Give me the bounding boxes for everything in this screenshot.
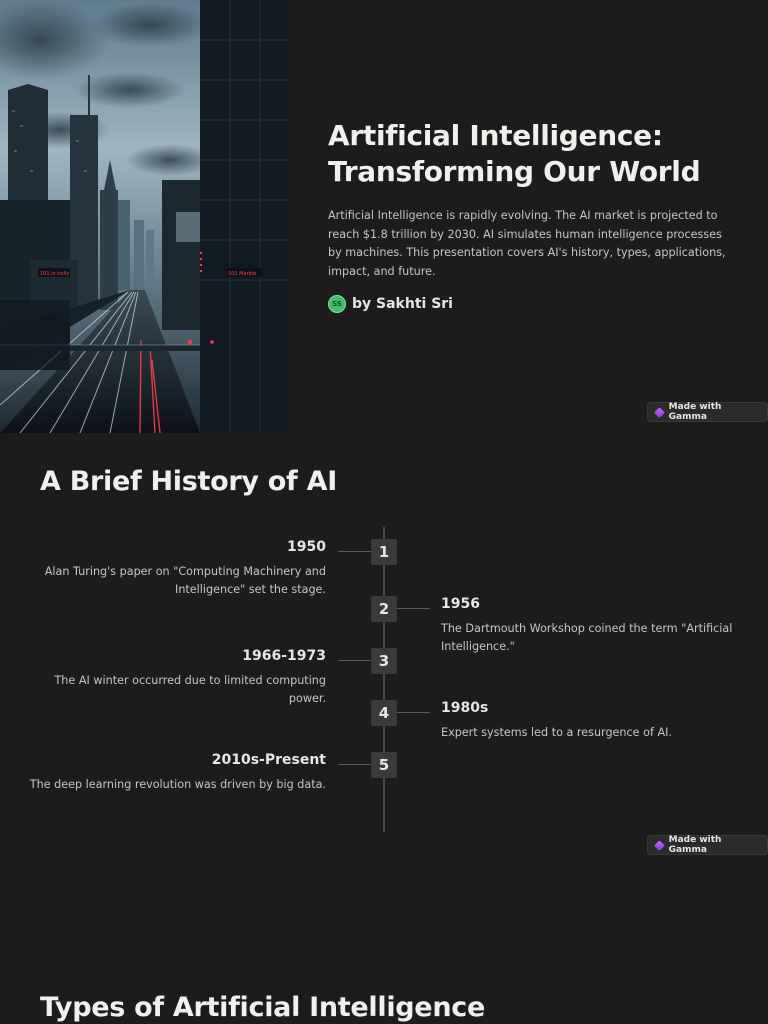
- timeline-connector: [338, 660, 372, 661]
- avatar: SS: [328, 295, 346, 313]
- timeline-year: 1950: [287, 539, 326, 555]
- gamma-logo-icon: [654, 407, 665, 418]
- section-title: Types of Artificial Intelligence: [40, 992, 485, 1023]
- timeline-description: Expert systems led to a resurgence of AI.: [441, 726, 672, 739]
- timeline-year: 2010s-Present: [211, 752, 326, 768]
- title-slide: [0, 0, 768, 433]
- gamma-logo-icon: [654, 840, 665, 851]
- badge-label: Made with Gamma: [668, 402, 722, 422]
- timeline-connector: [338, 764, 372, 765]
- made-with-gamma-badge[interactable]: [647, 835, 768, 855]
- author-byline: [328, 294, 453, 314]
- timeline-description: The AI winter occurred due to limited computing power.: [54, 674, 326, 705]
- neon-sign-right: 101 Marble: [228, 271, 257, 277]
- timeline-step-4: 4: [371, 700, 397, 726]
- timeline-connector: [396, 608, 430, 609]
- slide-description: Artificial Intelligence is rapidly evolving. The AI market is projected to reach $1.8 trillion by 2030. AI simulates human intelligence processes by machines. This presentation covers AI's history, types, applications, impact, and future.: [328, 209, 726, 278]
- neon-sign-left: 101 in holly: [40, 271, 70, 277]
- timeline-step-3: 3: [371, 648, 397, 674]
- section-title: A Brief History of AI: [40, 466, 337, 497]
- badge-label: Made with Gamma: [668, 835, 722, 855]
- made-with-gamma-badge[interactable]: [647, 402, 768, 422]
- timeline-description: Alan Turing's paper on "Computing Machinery and Intelligence" set the stage.: [44, 565, 326, 596]
- timeline-step-2: 2: [371, 596, 397, 622]
- timeline-year: 1966-1973: [242, 648, 326, 664]
- slide-title: Artificial Intelligence: Transforming Our World: [328, 119, 701, 188]
- timeline-year: 1980s: [441, 700, 489, 716]
- timeline-year: 1956: [441, 596, 480, 612]
- timeline-description: The Dartmouth Workshop coined the term "Artificial Intelligence.": [441, 622, 733, 653]
- timeline-description: The deep learning revolution was driven by big data.: [29, 778, 326, 791]
- timeline-axis: [383, 527, 385, 832]
- timeline-connector: [396, 712, 430, 713]
- timeline-step-1: 1: [371, 539, 397, 565]
- author-name: by Sakhti Sri: [352, 296, 453, 312]
- city-skyline-image: [0, 0, 288, 433]
- timeline-step-5: 5: [371, 752, 397, 778]
- timeline-connector: [338, 551, 372, 552]
